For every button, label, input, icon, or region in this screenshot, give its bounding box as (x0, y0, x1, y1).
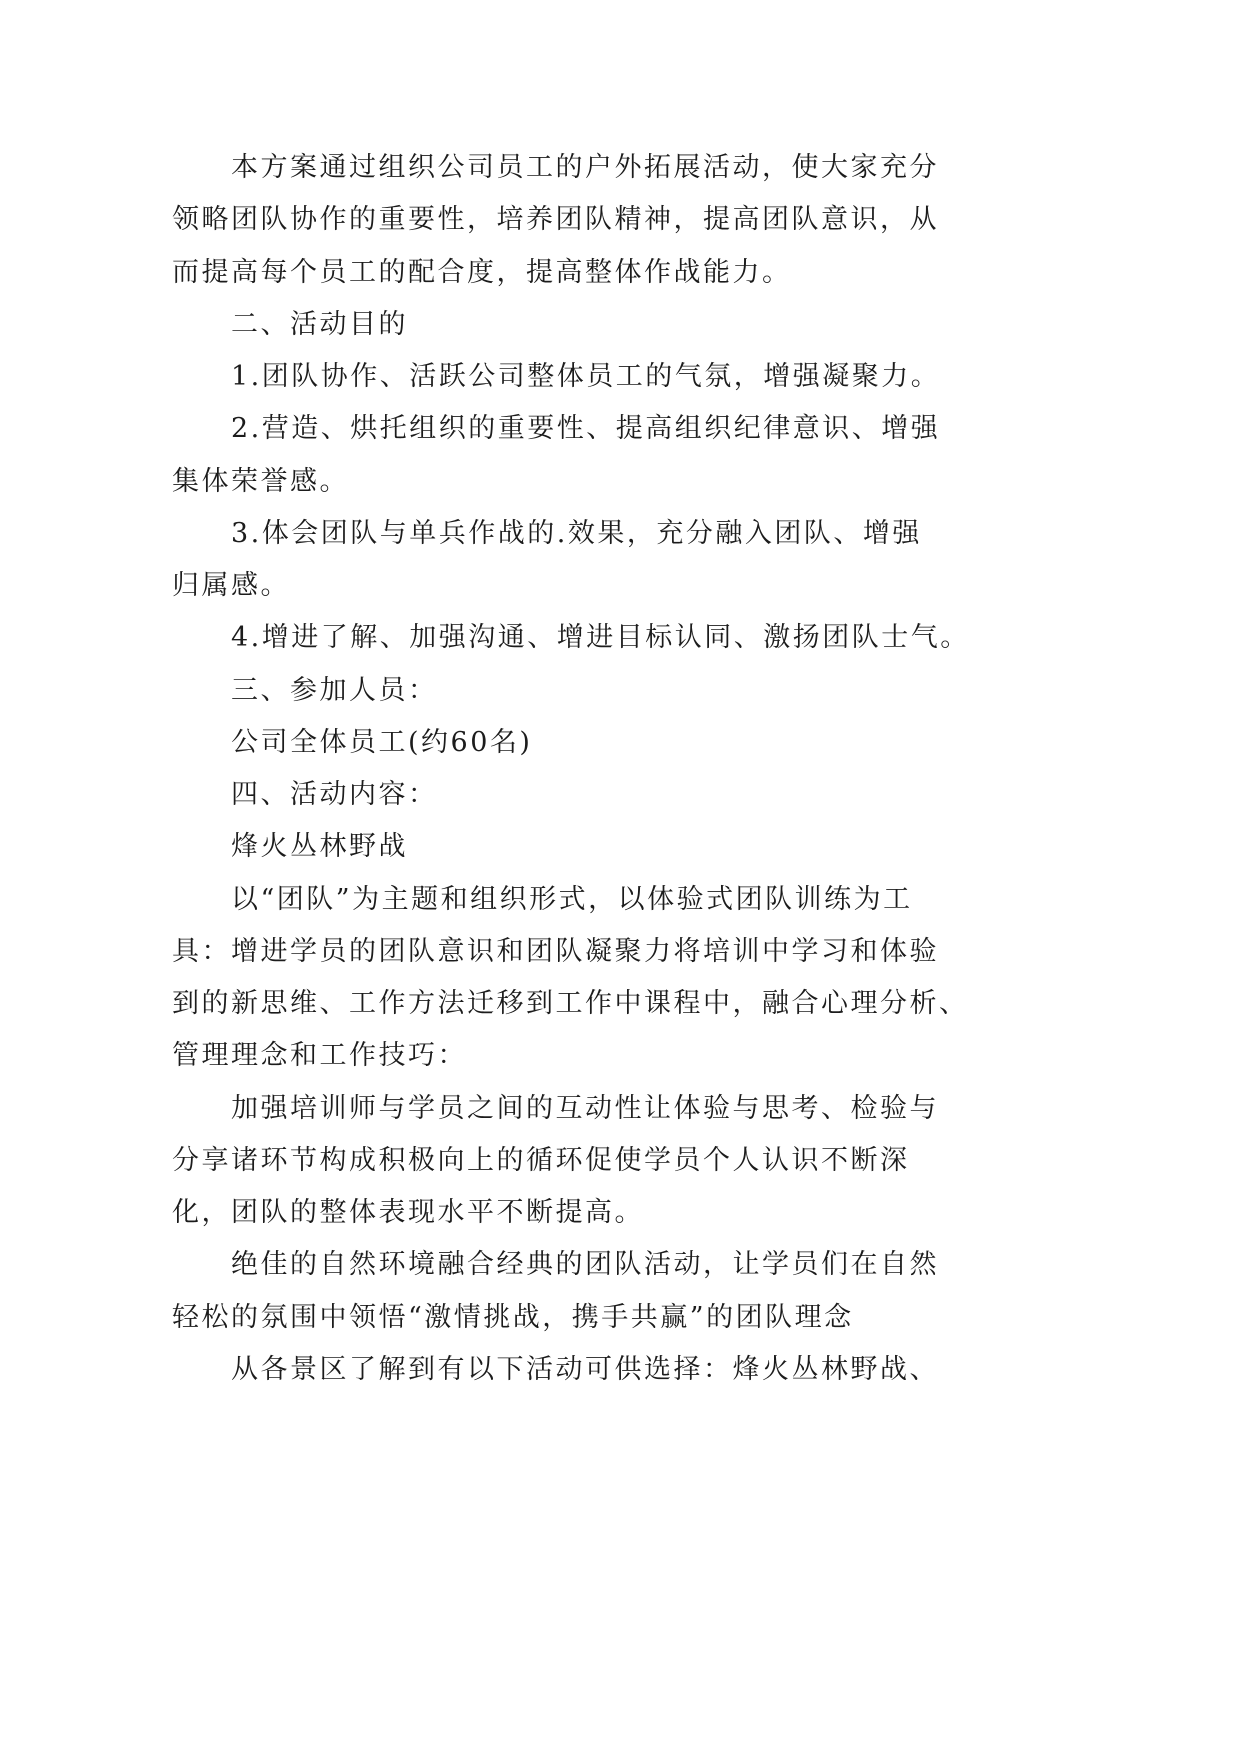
list-item-3 (172, 508, 992, 613)
paragraph-team-theme (172, 874, 992, 1083)
text-line: 具：增进学员的团队意识和团队凝聚力将培训中学习和体验 (172, 935, 939, 967)
text-line: 以“团队”为主题和组织形式，以体验式团队训练为工 (231, 883, 913, 915)
text-line: 管理理念和工作技巧： (172, 1040, 467, 1072)
text-line: 本方案通过组织公司员工的户外拓展活动，使大家充分 (231, 152, 939, 183)
text-line: 3.体会团队与单兵作战的.效果，充分融入团队、增强 (231, 517, 922, 549)
text-line: 4.增进了解、加强沟通、增进目标认同、激扬团队士气。 (231, 622, 970, 654)
paragraph-intro (172, 142, 992, 299)
text-line: 烽火丛林野战 (231, 831, 408, 863)
document-body (172, 142, 992, 1396)
paragraph-interaction (172, 1083, 992, 1240)
text-line: 归属感。 (172, 570, 290, 601)
heading-line: 三、参加人员： (231, 674, 438, 706)
text-line: 加强培训师与学员之间的互动性让体验与思考、检验与 (231, 1092, 939, 1124)
text-line: 绝佳的自然环境融合经典的团队活动，让学员们在自然 (231, 1249, 939, 1281)
text-line: 1.团队协作、活跃公司整体员工的气氛，增强凝聚力。 (231, 361, 941, 392)
text-line: 到的新思维、工作方法迁移到工作中课程中，融合心理分析、 (172, 988, 969, 1019)
text-line: 化，团队的整体表现水平不断提高。 (172, 1197, 644, 1228)
list-item-4 (172, 612, 992, 664)
heading-line: 四、活动内容： (231, 779, 438, 810)
text-line: 公司全体员工(约60名) (231, 726, 533, 758)
list-item-2 (172, 403, 992, 508)
section-heading-content (172, 769, 992, 821)
text-line: 分享诸环节构成积极向上的循环促使学员个人认识不断深 (172, 1144, 910, 1176)
text-line: 而提高每个员工的配合度，提高整体作战能力。 (172, 256, 792, 288)
paragraph-environment (172, 1239, 992, 1344)
text-line: 从各景区了解到有以下活动可供选择：烽火丛林野战、 (231, 1353, 939, 1385)
paragraph-participants (172, 717, 992, 769)
heading-line: 二、活动目的 (231, 308, 408, 340)
text-line: 领略团队协作的重要性，培养团队精神，提高团队意识，从 (172, 204, 939, 236)
section-heading-participants (172, 665, 992, 717)
paragraph-options (172, 1344, 992, 1396)
text-line: 集体荣誉感。 (172, 465, 349, 497)
list-item-1 (172, 351, 992, 403)
activity-name (172, 821, 992, 873)
section-heading-purpose (172, 299, 992, 351)
text-line: 2.营造、烘托组织的重要性、提高组织纪律意识、增强 (231, 413, 941, 445)
text-line: 轻松的氛围中领悟“激情挑战，携手共赢”的团队理念 (172, 1301, 854, 1333)
